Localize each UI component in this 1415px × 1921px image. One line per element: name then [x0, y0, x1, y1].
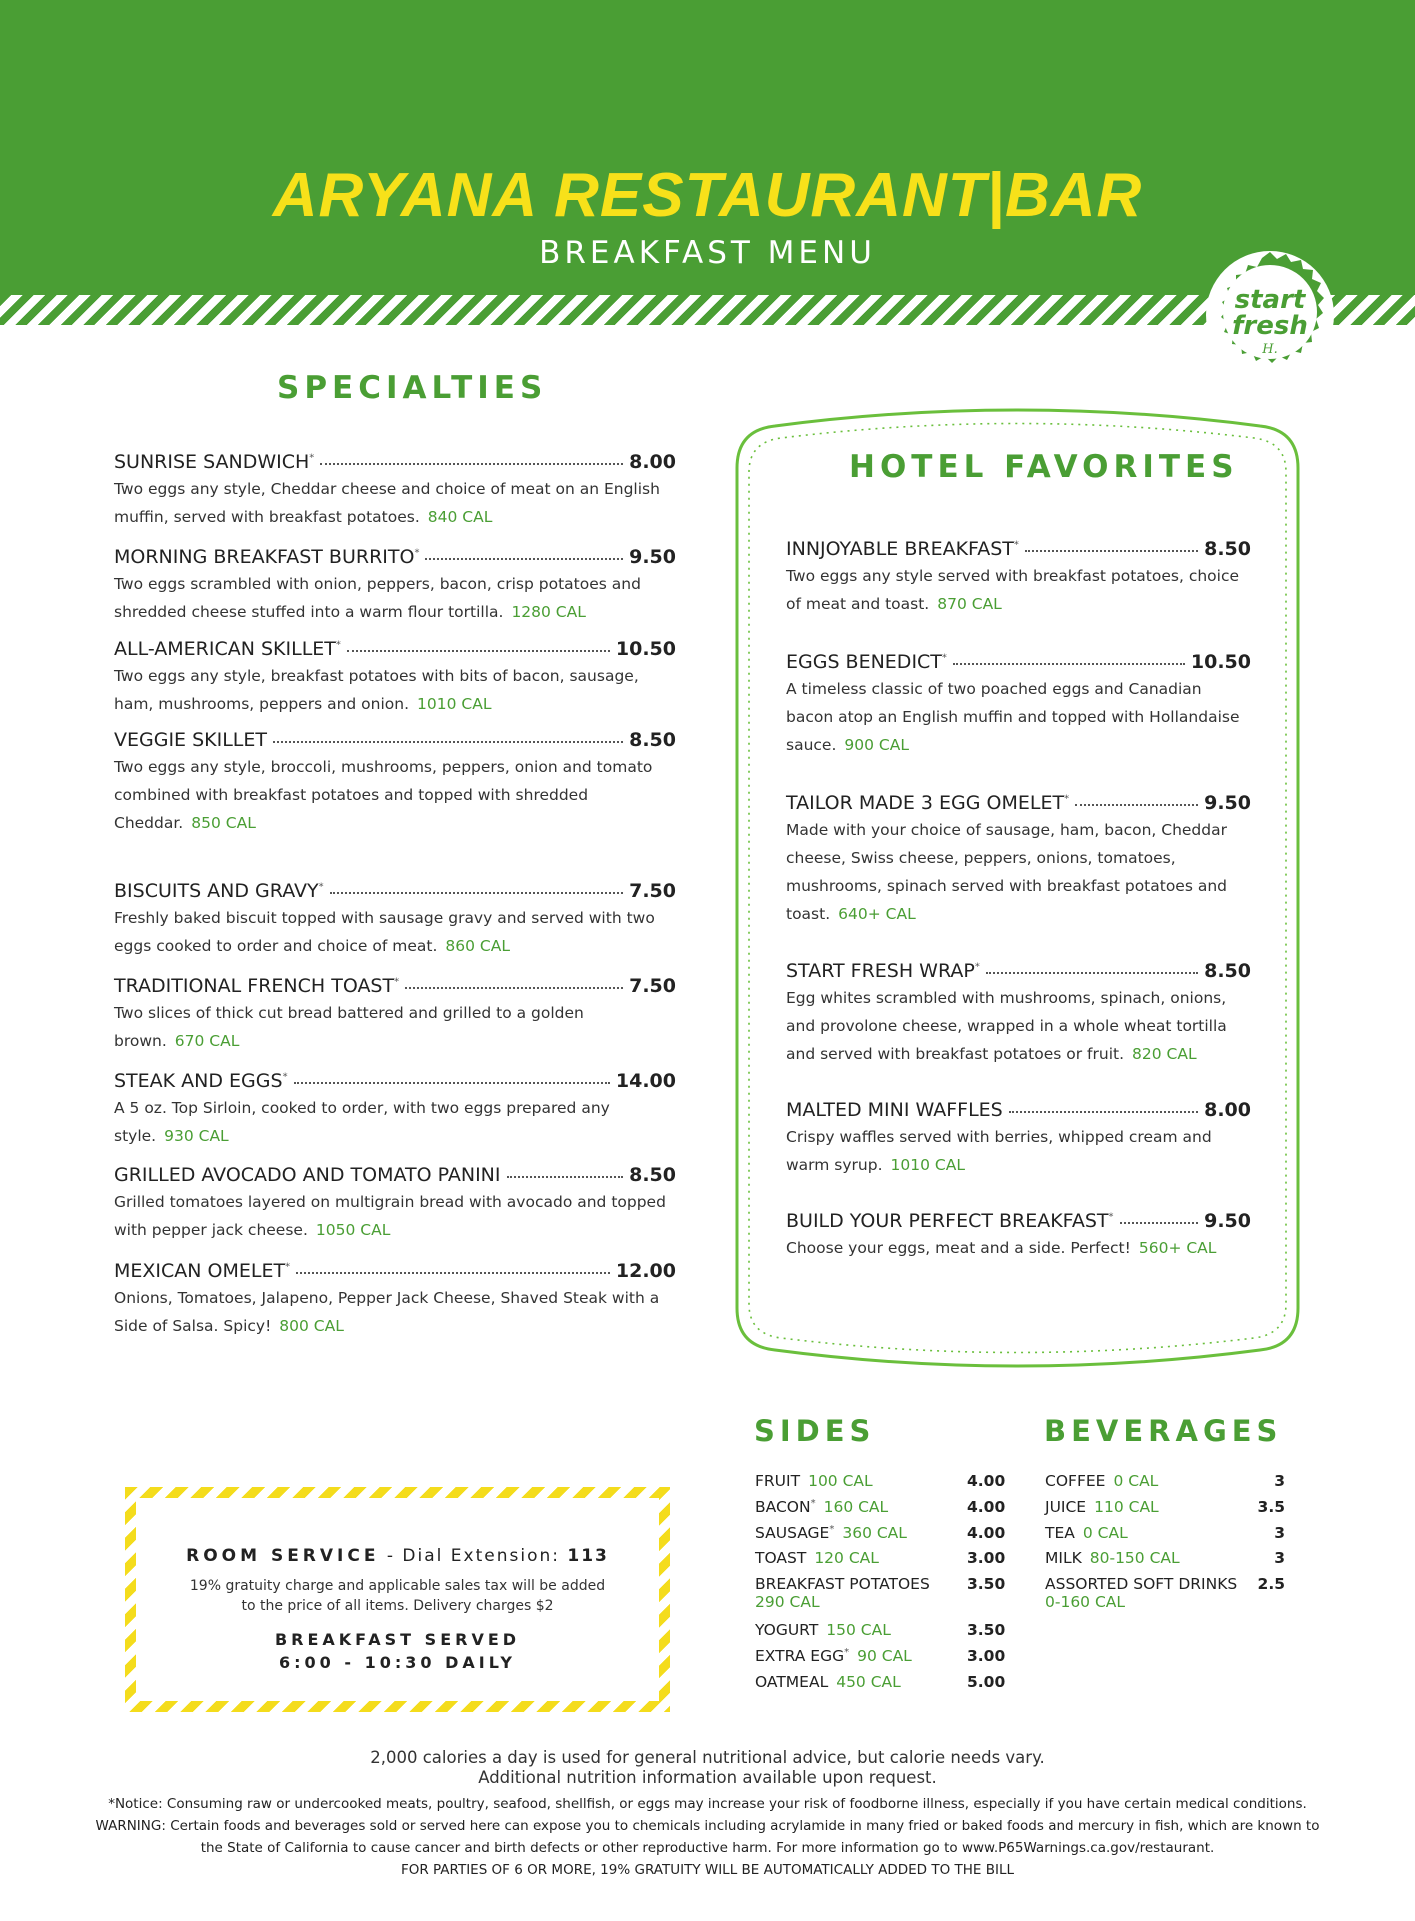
item-calories: 900 CAL: [844, 736, 909, 754]
dot-leader: [986, 972, 1198, 974]
item-description-text: A 5 oz. Top Sirloin, cooked to order, with two eggs prepared any style.: [114, 1099, 610, 1145]
beverage-item: [1045, 1524, 1285, 1542]
item-description-text: Crispy waffles served with berries, whipped cream and warm syrup.: [786, 1128, 1212, 1174]
item-name: [114, 451, 314, 473]
item-price: 8.50: [1204, 538, 1251, 560]
dot-leader: [1075, 804, 1198, 806]
item-heading: [786, 960, 1251, 982]
item-description-text: Two eggs any style, broccoli, mushrooms, peppers, onion and tomato combined with breakfast potatoes and topped with shredded Cheddar.: [114, 758, 653, 832]
nutrition-info-note: Additional nutrition information available upon request.: [478, 1768, 937, 1787]
beverage-item: [1045, 1472, 1285, 1490]
item-description-text: Egg whites scrambled with mushrooms, spinach, onions, and provolone cheese, wrapped in a whole wheat tortilla and served with breakfast potatoes or fruit.: [786, 989, 1227, 1063]
side-price: 4.00: [967, 1498, 1006, 1516]
item-description-text: Freshly baked biscuit topped with sausage gravy and served with two eggs cooked to order and choice of meat.: [114, 909, 655, 955]
item-heading: [114, 638, 676, 660]
item-name: [786, 960, 980, 982]
side-item: [755, 1498, 1005, 1516]
item-heading: [114, 975, 676, 997]
specialties-item: [114, 975, 676, 1055]
item-description-text: Choose your eggs, meat and a side. Perfect!: [786, 1239, 1131, 1257]
side-name: OATMEAL: [755, 1673, 829, 1692]
side-price: 3.00: [967, 1549, 1006, 1567]
room-service-line: [136, 1546, 659, 1566]
allergen-asterisk: *: [414, 547, 420, 559]
item-description: [114, 1284, 676, 1340]
dot-leader: [330, 892, 624, 894]
item-name-text: TAILOR MADE 3 EGG OMELET: [786, 792, 1065, 814]
beverage-calories: 0 CAL: [1113, 1472, 1159, 1490]
item-description: [114, 662, 676, 718]
beverage-item: [1045, 1498, 1285, 1516]
side-name: SAUSAGE: [755, 1524, 830, 1543]
item-name-text: SUNRISE SANDWICH: [114, 451, 310, 473]
side-item: [755, 1524, 1005, 1542]
item-calories: 640+ CAL: [838, 905, 916, 923]
item-name: [786, 538, 1019, 560]
item-name-text: MEXICAN OMELET: [114, 1260, 286, 1282]
item-calories: 930 CAL: [164, 1127, 229, 1145]
item-description: [114, 1094, 676, 1150]
beverage-item: [1045, 1575, 1285, 1611]
item-heading: [114, 1260, 676, 1282]
item-price: 9.50: [629, 546, 676, 568]
item-calories: 860 CAL: [445, 937, 510, 955]
beverage-name: MILK: [1045, 1549, 1082, 1567]
room-service-extension: 113: [567, 1546, 609, 1566]
allergen-asterisk: *: [1064, 793, 1070, 805]
item-description-text: Two eggs any style served with breakfast potatoes, choice of meat and toast.: [786, 567, 1240, 613]
side-name: YOGURT: [755, 1621, 819, 1640]
side-price: 4.00: [967, 1472, 1006, 1490]
allergen-asterisk: *: [974, 961, 980, 973]
item-name: [786, 651, 947, 673]
start-fresh-seal-icon: [1205, 250, 1335, 380]
sides-title: SIDES: [754, 1414, 876, 1448]
item-description: [114, 475, 676, 531]
item-calories: 840 CAL: [427, 508, 493, 526]
side-price: 3.50: [967, 1621, 1006, 1639]
specialties-item: [114, 880, 676, 960]
beverage-calories: 110 CAL: [1094, 1498, 1159, 1516]
side-calories: 100 CAL: [808, 1472, 873, 1491]
side-item: [755, 1549, 1005, 1567]
allergen-asterisk: *: [1013, 539, 1019, 551]
allergen-asterisk: *: [844, 1647, 850, 1658]
side-calories: 450 CAL: [836, 1673, 901, 1692]
item-name-text: ALL-AMERICAN SKILLET: [114, 638, 336, 660]
room-service-label: ROOM SERVICE: [186, 1546, 380, 1566]
item-heading: [786, 651, 1251, 673]
allergen-asterisk: *: [318, 881, 324, 893]
item-name: [114, 729, 267, 751]
item-description-text: Two eggs any style, Cheddar cheese and choice of meat on an English muffin, served with breakfast potatoes.: [114, 480, 660, 526]
item-price: 8.00: [629, 451, 676, 473]
item-heading: [786, 1210, 1251, 1232]
side-item: [755, 1621, 1005, 1639]
side-name: BREAKFAST POTATOES: [755, 1575, 930, 1594]
item-name-text: BUILD YOUR PERFECT BREAKFAST: [786, 1210, 1109, 1232]
item-name-text: STEAK AND EGGS: [114, 1070, 283, 1092]
item-name: [114, 1164, 501, 1186]
specialties-title: SPECIALTIES: [277, 370, 548, 406]
item-name-text: EGGS BENEDICT: [786, 651, 942, 673]
dot-leader: [1025, 550, 1198, 552]
item-name-text: MALTED MINI WAFFLES: [786, 1099, 1003, 1121]
item-price: 8.50: [1204, 960, 1251, 982]
side-name: BACON: [755, 1498, 811, 1517]
seal-text-start: start: [1234, 285, 1306, 315]
item-description: [786, 1234, 1251, 1262]
item-description: [786, 984, 1251, 1068]
beverage-price: 3: [1274, 1549, 1285, 1567]
allergen-asterisk: *: [810, 1498, 816, 1509]
item-price: 14.00: [615, 1070, 676, 1092]
item-calories: 1280 CAL: [511, 603, 586, 621]
item-name-text: TRADITIONAL FRENCH TOAST: [114, 975, 395, 997]
side-name: FRUIT: [755, 1472, 801, 1491]
seal-mark: H.: [1262, 342, 1278, 357]
party-gratuity-notice: FOR PARTIES OF 6 OR MORE, 19% GRATUITY WILL BE AUTOMATICALLY ADDED TO THE BILL: [400, 1862, 1015, 1878]
beverage-item: [1045, 1549, 1285, 1567]
item-description: [786, 1123, 1251, 1179]
item-name: [114, 1260, 290, 1282]
favorites-item: [786, 1210, 1251, 1262]
item-heading: [114, 1070, 676, 1092]
specialties-item: [114, 1164, 676, 1244]
side-price: 5.00: [967, 1673, 1006, 1691]
item-name-text: START FRESH WRAP: [786, 960, 975, 982]
side-item: [755, 1647, 1005, 1665]
allergen-asterisk: *: [829, 1524, 835, 1535]
item-calories: 1010 CAL: [890, 1156, 965, 1174]
dot-leader: [405, 987, 623, 989]
item-description: [114, 999, 676, 1055]
specialties-item: [114, 729, 676, 837]
header-stripes: [0, 295, 1415, 325]
beverage-price: 3: [1274, 1472, 1285, 1490]
item-heading: [114, 546, 676, 568]
item-description: [114, 1188, 676, 1244]
item-heading: [114, 451, 676, 473]
dot-leader: [1120, 1222, 1199, 1224]
item-price: 9.50: [1204, 792, 1251, 814]
side-calories: 290 CAL: [755, 1593, 820, 1612]
specialties-item: [114, 1070, 676, 1150]
room-service-dial: - Dial Extension:: [379, 1546, 568, 1566]
prop65-warning-line2: the State of California to cause cancer and birth defects or other reproductive harm. For more information go to www.P65Warnings.ca.gov/restaurant.: [200, 1840, 1215, 1856]
beverage-name: COFFEE: [1045, 1472, 1106, 1490]
favorites-item: [786, 1099, 1251, 1179]
item-description-text: Made with your choice of sausage, ham, bacon, Cheddar cheese, Swiss cheese, peppers, onions, tomatoes, mushrooms, spinach served with breakfast potatoes and toast.: [786, 821, 1228, 923]
beverage-name: JUICE: [1045, 1498, 1087, 1516]
restaurant-title: ARYANA RESTAURANT|BAR: [272, 161, 1143, 230]
allergen-asterisk: *: [1108, 1211, 1114, 1223]
dot-leader: [953, 663, 1185, 665]
item-name: [786, 792, 1069, 814]
item-name: [786, 1099, 1003, 1121]
side-item: [755, 1673, 1005, 1691]
item-name-text: GRILLED AVOCADO AND TOMATO PANINI: [114, 1164, 501, 1186]
item-price: 10.50: [615, 638, 676, 660]
favorites-item: [786, 538, 1251, 618]
item-description: [114, 570, 676, 626]
item-heading: [786, 538, 1251, 560]
item-name: [114, 975, 399, 997]
side-name: TOAST: [755, 1549, 807, 1568]
raw-food-notice: *Notice: Consuming raw or undercooked meats, poultry, seafood, shellfish, or eggs may increase your risk of foodborne illness, especially if you have certain medical conditions.: [108, 1796, 1307, 1812]
side-price: 3.00: [967, 1647, 1006, 1665]
beverage-calories: 0-160 CAL: [1045, 1593, 1126, 1611]
beverage-price: 2.5: [1257, 1575, 1285, 1593]
beverage-name: ASSORTED SOFT DRINKS: [1045, 1575, 1238, 1593]
seal-text-fresh: fresh: [1232, 311, 1308, 341]
dot-leader: [1009, 1111, 1198, 1113]
item-description-text: A timeless classic of two poached eggs and Canadian bacon atop an English muffin and topped with Hollandaise sauce.: [786, 680, 1240, 754]
favorites-item: [786, 792, 1251, 928]
beverages-title: BEVERAGES: [1044, 1414, 1283, 1448]
item-description-text: Grilled tomatoes layered on multigrain bread with avocado and topped with pepper jack cheese.: [114, 1193, 666, 1239]
calorie-advice: 2,000 calories a day is used for general nutritional advice, but calorie needs vary.: [370, 1748, 1045, 1767]
side-price: 4.00: [967, 1524, 1006, 1542]
item-price: 12.00: [615, 1260, 676, 1282]
item-price: 7.50: [629, 880, 676, 902]
item-name: [114, 880, 324, 902]
item-calories: 1010 CAL: [417, 695, 492, 713]
item-description: [786, 562, 1251, 618]
item-name: [786, 1210, 1114, 1232]
item-description: [786, 675, 1251, 759]
favorites-item: [786, 651, 1251, 759]
item-name-text: MORNING BREAKFAST BURRITO: [114, 546, 415, 568]
item-heading: [114, 729, 676, 751]
item-name-text: VEGGIE SKILLET: [114, 729, 268, 751]
item-calories: 850 CAL: [191, 814, 256, 832]
breakfast-served-label: BREAKFAST SERVED: [274, 1630, 521, 1649]
dot-leader: [294, 1082, 610, 1084]
beverage-calories: 80-150 CAL: [1089, 1549, 1180, 1567]
hotel-favorites-title: HOTEL FAVORITES: [849, 449, 1239, 485]
item-description: [114, 904, 676, 960]
breakfast-hours: 6:00 - 10:30 DAILY: [279, 1653, 516, 1672]
dot-leader: [425, 558, 623, 560]
dot-leader: [347, 650, 610, 652]
item-name: [114, 546, 419, 568]
item-description: [786, 816, 1251, 928]
side-item: [755, 1575, 1005, 1611]
item-price: 10.50: [1190, 651, 1251, 673]
item-heading: [786, 1099, 1251, 1121]
room-service-note: 19% gratuity charge and applicable sales tax will be added to the price of all items. Delivery charges $2: [189, 1578, 606, 1614]
dot-leader: [273, 741, 623, 743]
item-calories: 820 CAL: [1132, 1045, 1197, 1063]
allergen-asterisk: *: [941, 652, 947, 664]
item-heading: [114, 880, 676, 902]
side-calories: 360 CAL: [842, 1524, 907, 1543]
item-calories: 670 CAL: [174, 1032, 240, 1050]
allergen-asterisk: *: [394, 976, 400, 988]
beverage-price: 3: [1274, 1524, 1285, 1542]
item-name: [114, 638, 341, 660]
item-price: 7.50: [629, 975, 676, 997]
side-calories: 150 CAL: [826, 1621, 891, 1640]
room-service-box: [125, 1487, 670, 1712]
dot-leader: [507, 1176, 624, 1178]
specialties-item: [114, 451, 676, 531]
allergen-asterisk: *: [285, 1261, 291, 1273]
favorites-item: [786, 960, 1251, 1068]
item-name-text: BISCUITS AND GRAVY: [114, 880, 319, 902]
item-name-text: INNJOYABLE BREAKFAST: [786, 538, 1014, 560]
item-calories: 1050 CAL: [315, 1221, 391, 1239]
allergen-asterisk: *: [309, 452, 315, 464]
side-price: 3.50: [967, 1575, 1006, 1593]
side-calories: 120 CAL: [814, 1549, 879, 1568]
dot-leader: [296, 1272, 610, 1274]
item-heading: [786, 792, 1251, 814]
side-name: EXTRA EGG: [755, 1647, 845, 1666]
beverage-calories: 0 CAL: [1082, 1524, 1128, 1542]
item-description-text: Two eggs any style, breakfast potatoes with bits of bacon, sausage, ham, mushrooms, peppers and onion.: [114, 667, 639, 713]
item-description-text: Onions, Tomatoes, Jalapeno, Pepper Jack Cheese, Shaved Steak with a Side of Salsa. Spicy!: [114, 1289, 660, 1335]
item-price: 8.50: [629, 729, 676, 751]
dot-leader: [320, 463, 623, 465]
beverage-price: 3.5: [1257, 1498, 1285, 1516]
item-price: 8.00: [1204, 1099, 1251, 1121]
item-name: [114, 1070, 288, 1092]
item-heading: [114, 1164, 676, 1186]
item-description: [114, 753, 676, 837]
allergen-asterisk: *: [335, 639, 341, 651]
specialties-item: [114, 1260, 676, 1340]
item-calories: 870 CAL: [937, 595, 1002, 613]
item-description-text: Two eggs scrambled with onion, peppers, bacon, crisp potatoes and shredded cheese stuffed into a warm flour tortilla.: [114, 575, 641, 621]
beverage-name: TEA: [1045, 1524, 1075, 1542]
side-item: [755, 1472, 1005, 1490]
allergen-asterisk: *: [282, 1071, 288, 1083]
item-price: 9.50: [1204, 1210, 1251, 1232]
item-calories: 800 CAL: [279, 1317, 344, 1335]
menu-subtitle: BREAKFAST MENU: [539, 235, 876, 271]
side-calories: 160 CAL: [823, 1498, 889, 1517]
specialties-item: [114, 546, 676, 626]
prop65-warning-line1: WARNING: Certain foods and beverages sold or served here can expose you to chemicals including acrylamide in many fried or baked foods and mercury in fish, which are known to: [95, 1818, 1320, 1834]
side-calories: 90 CAL: [857, 1647, 912, 1666]
item-calories: 560+ CAL: [1138, 1239, 1217, 1257]
item-description-text: Two slices of thick cut bread battered and grilled to a golden brown.: [114, 1004, 584, 1050]
item-price: 8.50: [629, 1164, 676, 1186]
specialties-item: [114, 638, 676, 718]
